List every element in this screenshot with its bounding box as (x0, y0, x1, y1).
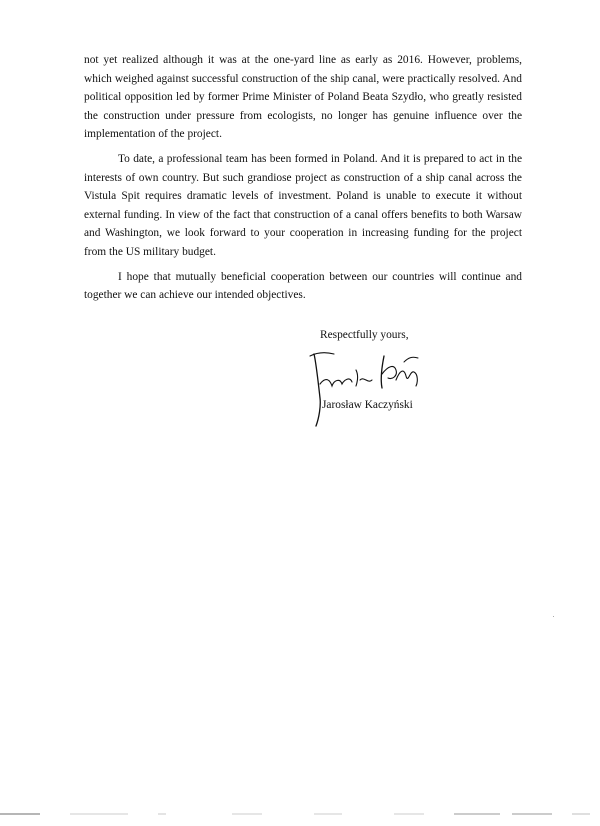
closing-salutation: Respectfully yours, (320, 329, 409, 341)
scan-speck (553, 616, 554, 617)
scan-edge-marks (0, 808, 600, 826)
letter-body (84, 51, 522, 311)
signer-name: Jarosław Kaczyński (322, 399, 413, 411)
paragraph-funding-request: To date, a professional team has been formed in Poland. And it is prepared to act in the interests of own country. But such grandiose project as construction of a ship canal across the Vistula Spit requires dramatic levels of investment. Poland is unable to execute it without external funding. In view of the fact that construction of a canal offers benefits to both Warsaw and Washington, we look forward to your cooperation in increasing funding for the project from the US military budget. (84, 152, 522, 258)
paragraph-cooperation-hope: I hope that mutually beneficial cooperation between our countries will continue and together we can achieve our intended objectives. (84, 270, 522, 302)
paragraph-canal-status: not yet realized although it was at the one-yard line as early as 2016. However, problems, which weighed against successful construction of the ship canal, were practically resolved. And political opposition led by former Prime Minister of Poland Beata Szydło, who greatly resisted the construction under pressure from ecologists, no longer has genuine influence over the implementation of the project. (84, 54, 522, 141)
handwritten-signature (300, 340, 430, 430)
